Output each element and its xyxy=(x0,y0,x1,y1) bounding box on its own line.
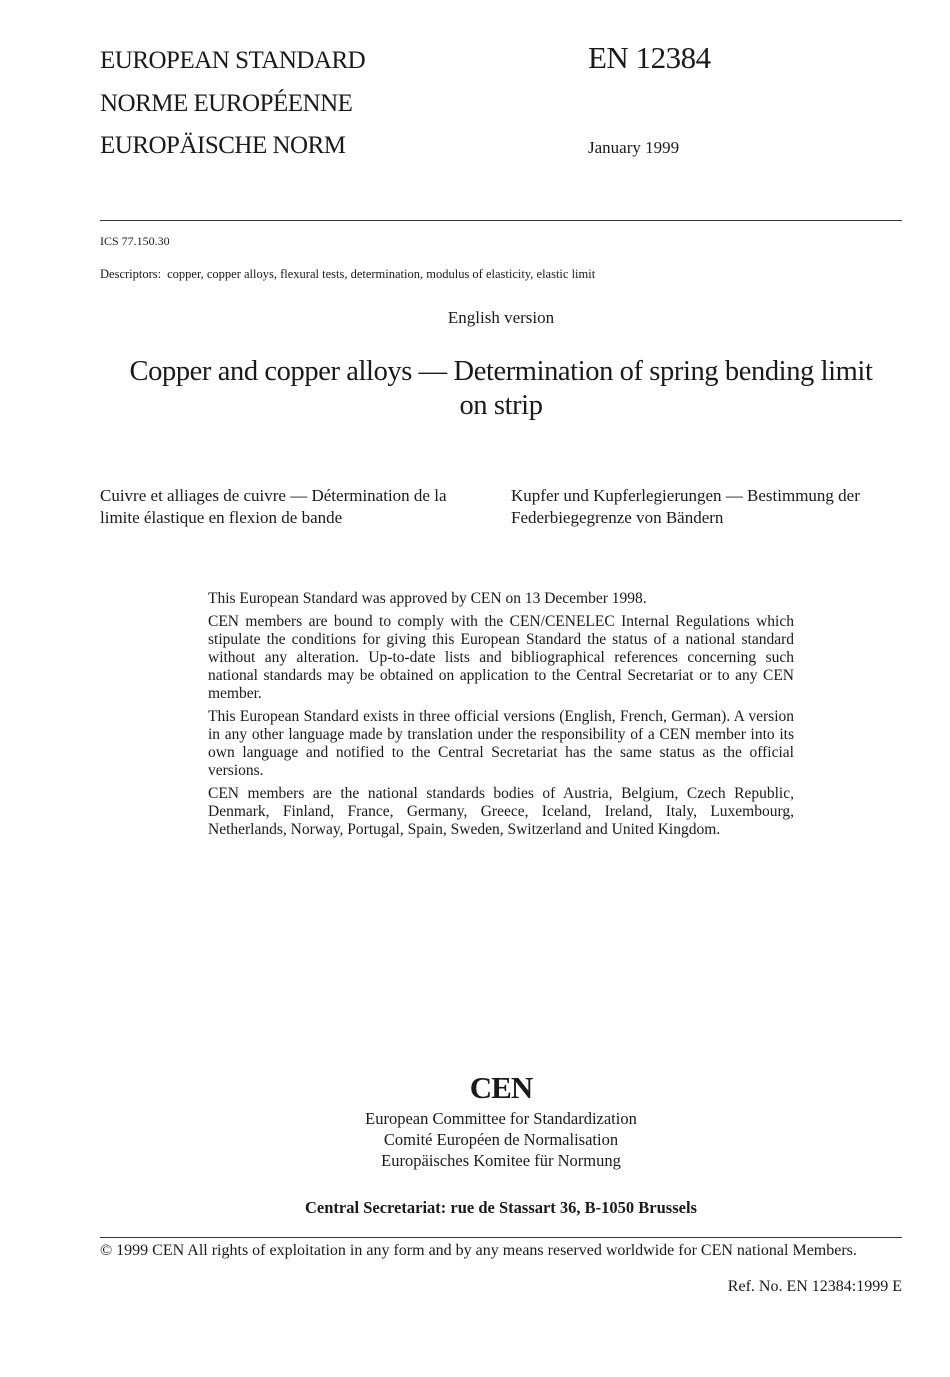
notice-official-versions: This European Standard exists in three official versions (English, French, German). A version in any other language made by translation under the responsibility of a CEN member into its own language and notified to the Central Secretariat has the same status as the official versions. xyxy=(208,708,794,779)
french-title: Cuivre et alliages de cuivre — Détermination de la limite élastique en flexion de bande xyxy=(100,486,447,527)
top-divider xyxy=(100,220,902,221)
notice-member-countries: CEN members are the national standards bodies of Austria, Belgium, Czech Republic, Denmark, Finland, France, Germany, Greece, Iceland, Ireland, Italy, Luxembourg, Netherlands, Norway, Portugal, Spain, Sweden, Switzerland and United Kingdom. xyxy=(208,785,794,838)
approval-notice xyxy=(208,590,794,844)
language-version: English version xyxy=(447,308,555,327)
committee-name-english: European Committee for Standardization xyxy=(365,1109,637,1128)
notice-compliance: CEN members are bound to comply with the CEN/CENELEC Internal Regulations which stipulate the conditions for giving this European Standard the status of a national standard without any alteration. Up-to-date lists and bibliographical references concerning such national standards may be obtained on application to the Central Secretariat or to any CEN member. xyxy=(208,613,794,702)
document-title-line-2: on strip xyxy=(459,390,543,421)
publication-date: January 1999 xyxy=(588,138,680,157)
document-title-line-1: Copper and copper alloys — Determination of spring bending limit xyxy=(129,356,873,387)
ics-code: ICS 77.150.30 xyxy=(100,234,170,248)
cen-logo: CEN xyxy=(469,1070,533,1105)
descriptors-list: copper, copper alloys, flexural tests, determination, modulus of elasticity, elastic limit xyxy=(167,267,596,281)
committee-name-french: Comité Européen de Normalisation xyxy=(383,1130,619,1149)
committee-name-german: Europäisches Komitee für Normung xyxy=(381,1151,621,1170)
document-title xyxy=(100,355,902,423)
notice-approval-date: This European Standard was approved by CEN on 13 December 1998. xyxy=(208,590,647,607)
standard-title-german: EUROPÄISCHE NORM xyxy=(100,132,346,159)
standard-title-english: EUROPEAN STANDARD xyxy=(100,47,366,74)
reference-number: Ref. No. EN 12384:1999 E xyxy=(727,1278,902,1295)
bottom-divider xyxy=(100,1237,902,1238)
descriptors-label: Descriptors: xyxy=(100,267,162,281)
copyright-notice: © 1999 CEN All rights of exploitation in any form and by any means reserved worldwide for CEN national Members. xyxy=(100,1242,857,1259)
descriptors-line xyxy=(100,266,595,282)
secretariat-address: Central Secretariat: rue de Stassart 36, B-1050 Brussels xyxy=(305,1198,697,1217)
standard-number: EN 12384 xyxy=(588,40,711,75)
standard-title-french: NORME EUROPÉENNE xyxy=(100,90,353,117)
german-title: Kupfer und Kupferlegierungen — Bestimmung der Federbiegegrenze von Bändern xyxy=(511,486,860,527)
